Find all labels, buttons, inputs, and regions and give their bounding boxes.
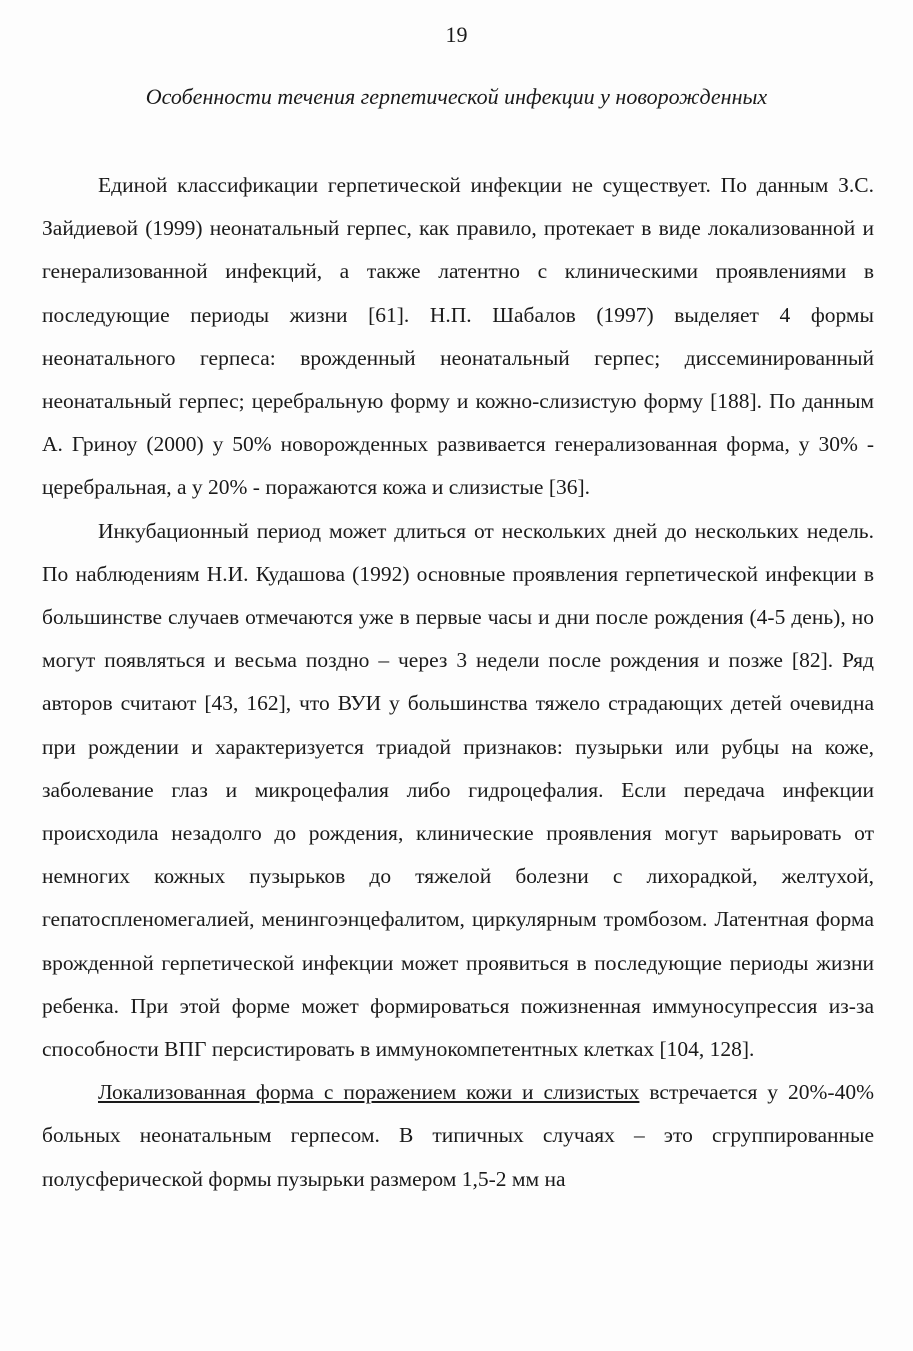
page-number: 19 xyxy=(445,22,468,47)
section-title: Особенности течения герпетической инфекции у новорожденных xyxy=(145,84,768,109)
paragraph-localized-form xyxy=(42,1071,874,1201)
paragraph-incubation: Инкубационный период может длиться от нескольких дней до нескольких недель. По наблюдениям Н.И. Кудашова (1992) основные проявления герпетической инфекции в большинстве случаев отмечаются уже в первые часы и дни после рождения (4-5 день), но могут появляться и весьма поздно – через 3 недели после рождения и позже [82]. Ряд авторов считают [43, 162], что ВУИ у большинства тяжело страдающих детей очевидна при рождении и характеризуется триадой признаков: пузырьки или рубцы на коже, заболевание глаз и микроцефалия либо гидроцефалия. Если передача инфекции происходила незадолго до рождения, клинические проявления могут варьировать от немногих кожных пузырьков до тяжелой болезни с лихорадкой, желтухой, гепатоспленомегалией, менингоэнцефалитом, циркулярным тромбозом. Латентная форма врожденной герпетической инфекции может проявиться в последующие периоды жизни ребенка. При этой форме может формироваться пожизненная иммуносупрессия из-за способности ВПГ персистировать в иммунокомпетентных клетках [104, 128]. xyxy=(42,518,874,1062)
body-text xyxy=(42,164,874,1201)
underlined-lead-phrase: Локализованная форма с поражением кожи и слизистых xyxy=(98,1080,640,1105)
paragraph-localized-form-text: встречается у 20%-40% больных неонатальным герпесом. В типичных случаях – это сгруппированные полусферической формы пузырьки размером 1,5-2 мм на xyxy=(42,1080,874,1191)
paragraph-classification: Единой классификации герпетической инфекции не существует. По данным З.С. Зайдиевой (1999) неонатальный герпес, как правило, протекает в виде локализованной и генерализованной инфекций, а также латентно с клиническими проявлениями в последующие периоды жизни [61]. Н.П. Шабалов (1997) выделяет 4 формы неонатального герпеса: врожденный неонатальный герпес; диссеминированный неонатальный герпес; церебральную форму и кожно-слизистую форму [188]. По данным А. Гриноу (2000) у 50% новорожденных развивается генерализованная форма, у 30% - церебральная, а у 20% - поражаются кожа и слизистые [36]. xyxy=(42,173,874,500)
